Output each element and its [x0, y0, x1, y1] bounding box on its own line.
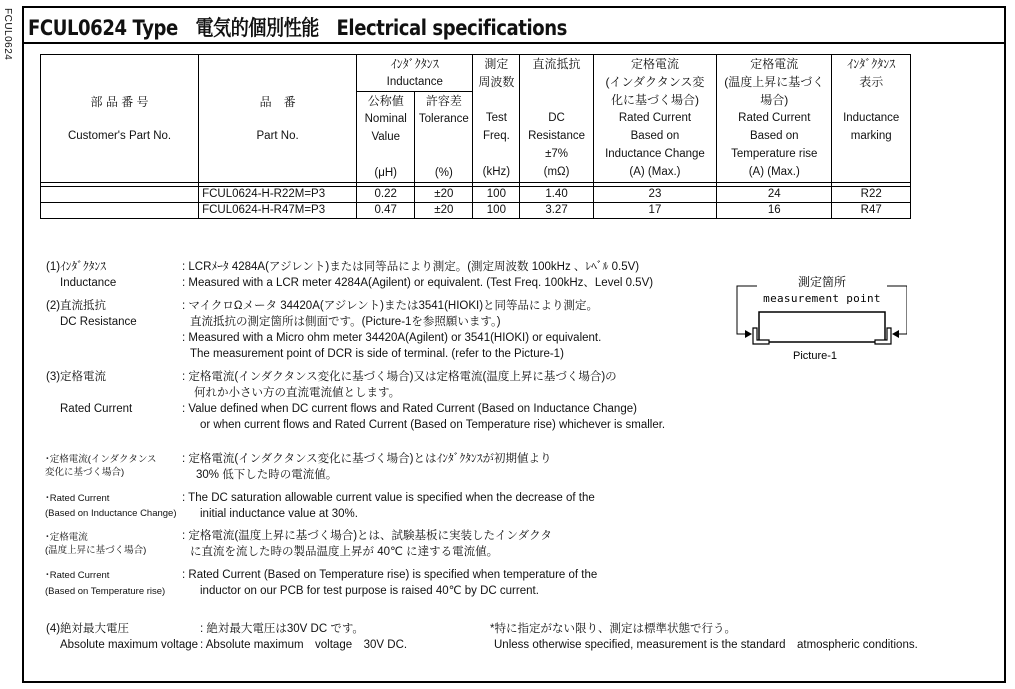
header-marking-jp1: ｲﾝﾀﾞｸﾀﾝｽ [847, 57, 896, 71]
note-rated-jp2: 何れか小さい方の直流電流値とします。 [194, 387, 401, 399]
note-rc-temp-label-jp2: (温度上昇に基づく場合) [45, 545, 147, 556]
cell-dcr: 1.40 [520, 187, 593, 203]
header-dcr-unit: (mΩ) [543, 166, 570, 178]
note-rc-ind-label-en1: ･Rated Current [45, 493, 110, 504]
note-voltage-label-jp: (4)絶対最大電圧 [46, 623, 130, 635]
note-rc-temp-en2: inductor on our PCB for test purpose is raised 40℃ by DC current. [200, 585, 539, 597]
arrow-right [895, 306, 907, 334]
header-part-en: Part No. [256, 129, 299, 142]
measurement-point-picture [707, 268, 907, 368]
cell-part-no: FCUL0624-H-R22M=P3 [199, 187, 357, 203]
header-rc1-unit: (A) (Max.) [629, 166, 681, 178]
note-inductance-jp: : LCRﾒｰﾀ 4284A(アジレント)または同等品により測定。(測定周波数 100kHz 、ﾚﾍﾞﾙ 0.5V) [182, 261, 640, 273]
cell-tolerance: ±20 [415, 203, 473, 219]
header-dcr-jp: 直流抵抗 [532, 57, 581, 71]
header-inductance-jp: ｲﾝﾀﾞｸﾀﾝｽ [390, 57, 439, 71]
header-freq-en2: Freq. [482, 130, 510, 142]
picture-label-en: measurement point [763, 292, 881, 305]
bracket-right [887, 286, 907, 306]
note-rc-temp-label-en2: (Based on Temperature rise) [45, 586, 166, 597]
cell-rated-current-temperature: 16 [717, 203, 832, 219]
note-dcr-jp1: : マイクロΩメータ 34420A(アジレント)または3541(HIOKI)と同等品により測定。 [182, 300, 599, 312]
note-rated-jp1: : 定格電流(インダクタンス変化に基づく場合)又は定格電流(温度上昇に基づく場合)の [182, 371, 617, 383]
header-dcr-en3: ±7% [545, 148, 568, 160]
note-rc-ind-jp2: 30% 低下した時の電流値。 [196, 469, 338, 481]
header-rc2-en3: Temperature rise [731, 148, 818, 160]
note-conditions-en: Unless otherwise specified, measurement is the standard atmospheric conditions. [494, 639, 918, 651]
cell-dcr: 3.27 [520, 203, 593, 219]
header-rc1-en3: Inductance Change [605, 148, 705, 160]
note-rc-temp-en1: : Rated Current (Based on Temperature rise) is specified when temperature of the [182, 569, 598, 581]
header-rc2-jp3: 場合) [760, 93, 789, 107]
header-freq-jp2: 周波数 [478, 75, 515, 89]
header-marking-en2: marking [850, 130, 892, 142]
cell-rated-current-inductance: 23 [593, 187, 716, 203]
inductor-body [759, 312, 885, 342]
cell-marking: R47 [832, 203, 911, 219]
note-dcr-label-en: DC Resistance [60, 316, 137, 328]
note-dcr-jp2: 直流抵抗の測定箇所は側面です。(Picture-1を参照願います。) [190, 316, 501, 328]
note-voltage-en: : Absolute maximum voltage 30V DC. [200, 639, 408, 651]
note-rated-label-en: Rated Current [60, 403, 133, 415]
side-part-label: FCUL0624 [2, 8, 13, 61]
note-rc-ind-label-en2: (Based on Inductance Change) [45, 508, 177, 519]
note-dcr-en2: The measurement point of DCR is side of terminal. (refer to the Picture-1) [190, 348, 564, 360]
note-rc-ind-jp1: : 定格電流(インダクタンス変化に基づく場合)とはｲﾝﾀﾞｸﾀﾝｽが初期値より [182, 453, 552, 465]
note-rc-ind-en1: : The DC saturation allowable current value is specified when the decrease of the [182, 492, 595, 504]
note-rated-en2: or when current flows and Rated Current (Based on Temperature rise) whichever is smaller. [200, 419, 666, 431]
header-rc2-unit: (A) (Max.) [748, 166, 800, 178]
header-customer-jp: 部 品 番 号 [90, 94, 149, 109]
note-rc-temp-jp1: : 定格電流(温度上昇に基づく場合)とは、試験基板に実装したインダクタ [182, 530, 552, 542]
header-freq-en1: Test [485, 112, 507, 124]
cell-rated-current-temperature: 24 [717, 187, 832, 203]
header-nominal-en1: Nominal [364, 113, 407, 125]
header-rc1-en1: Rated Current [618, 112, 692, 124]
note-inductance-en: : Measured with a LCR meter 4284A(Agilent) or equivalent. (Test Freq. 100kHz、Level 0.5V) [182, 277, 654, 289]
note-inductance-label-jp: (1)ｲﾝﾀﾞｸﾀﾝｽ [46, 261, 107, 273]
note-rated-label-jp: (3)定格電流 [46, 371, 107, 383]
cell-marking: R22 [832, 187, 911, 203]
header-rc2-en1: Rated Current [738, 112, 811, 124]
header-marking-jp2: 表示 [859, 75, 884, 89]
header-dcr-en2: Resistance [528, 130, 585, 142]
arrow-right-head [892, 330, 899, 338]
note-conditions-jp: *特に指定がない限り、測定は標準状態で行う。 [490, 623, 736, 635]
note-dcr-en1: : Measured with a Micro ohm meter 34420A(Agilent) or 3541(HIOKI) or equivalent. [182, 332, 602, 344]
header-part-jp: 品 番 [259, 94, 296, 109]
arrow-left [737, 306, 749, 334]
measurement-diagram [707, 268, 907, 368]
arrow-left-head [745, 330, 752, 338]
header-tolerance-en: Tolerance [418, 113, 469, 125]
header-rc1-jp3: 化に基づく場合) [610, 93, 699, 107]
cell-freq: 100 [473, 203, 520, 219]
picture-label-jp: 測定箇所 [797, 275, 847, 289]
header-dcr-en1: DC [548, 112, 565, 124]
header-inductance-en: Inductance [386, 76, 443, 88]
header-tolerance-unit: (%) [434, 167, 453, 179]
header-rc2-jp2: (温度上昇に基づく [724, 75, 825, 89]
cell-rated-current-inductance: 17 [593, 203, 716, 219]
page-title: FCUL0624 Type 電気的個別性能 Electrical specifications [28, 16, 567, 40]
header-rc1-jp1: 定格電流 [630, 57, 679, 71]
note-voltage-jp: : 絶対最大電圧は30V DC です。 [200, 623, 364, 635]
cell-nominal: 0.22 [357, 187, 415, 203]
note-voltage-label-en: Absolute maximum voltage [60, 639, 199, 651]
header-marking-en1: Inductance [843, 112, 900, 124]
header-nominal-jp: 公称値 [367, 94, 404, 108]
header-freq-jp1: 測定 [484, 57, 509, 71]
cell-part-no: FCUL0624-H-R47M=P3 [199, 203, 357, 219]
cell-freq: 100 [473, 187, 520, 203]
cell-nominal: 0.47 [357, 203, 415, 219]
header-tolerance-jp: 許容差 [425, 94, 462, 108]
note-inductance-label-en: Inductance [60, 277, 117, 289]
header-nominal-en2: Value [371, 131, 400, 143]
note-dcr-label-jp: (2)直流抵抗 [46, 300, 107, 312]
note-rc-ind-label-jp2: 変化に基づく場合) [45, 467, 125, 478]
header-rc2-jp1: 定格電流 [750, 57, 799, 71]
header-freq-unit: (kHz) [482, 166, 511, 178]
note-rc-ind-en2: initial inductance value at 30%. [200, 508, 358, 520]
header-rc1-en2: Based on [630, 130, 680, 142]
header-customer-en: Customer's Part No. [67, 129, 172, 142]
bracket-left [737, 286, 757, 306]
note-rc-temp-label-jp1: ･定格電流 [45, 532, 88, 543]
note-rated-en1: : Value defined when DC current flows and Rated Current (Based on Inductance Change) [182, 403, 637, 415]
cell-tolerance: ±20 [415, 187, 473, 203]
note-rc-temp-jp2: に直流を流した時の製品温度上昇が 40℃ に達する電流値。 [190, 546, 499, 558]
header-rc2-en2: Based on [749, 130, 799, 142]
picture-caption: Picture-1 [792, 350, 838, 362]
header-nominal-unit: (μH) [374, 167, 398, 179]
note-rc-ind-label-jp1: ･定格電流(インダクタンス [45, 454, 157, 465]
note-rc-temp-label-en1: ･Rated Current [45, 570, 110, 581]
header-rc1-jp2: (インダクタンス変 [605, 75, 705, 89]
